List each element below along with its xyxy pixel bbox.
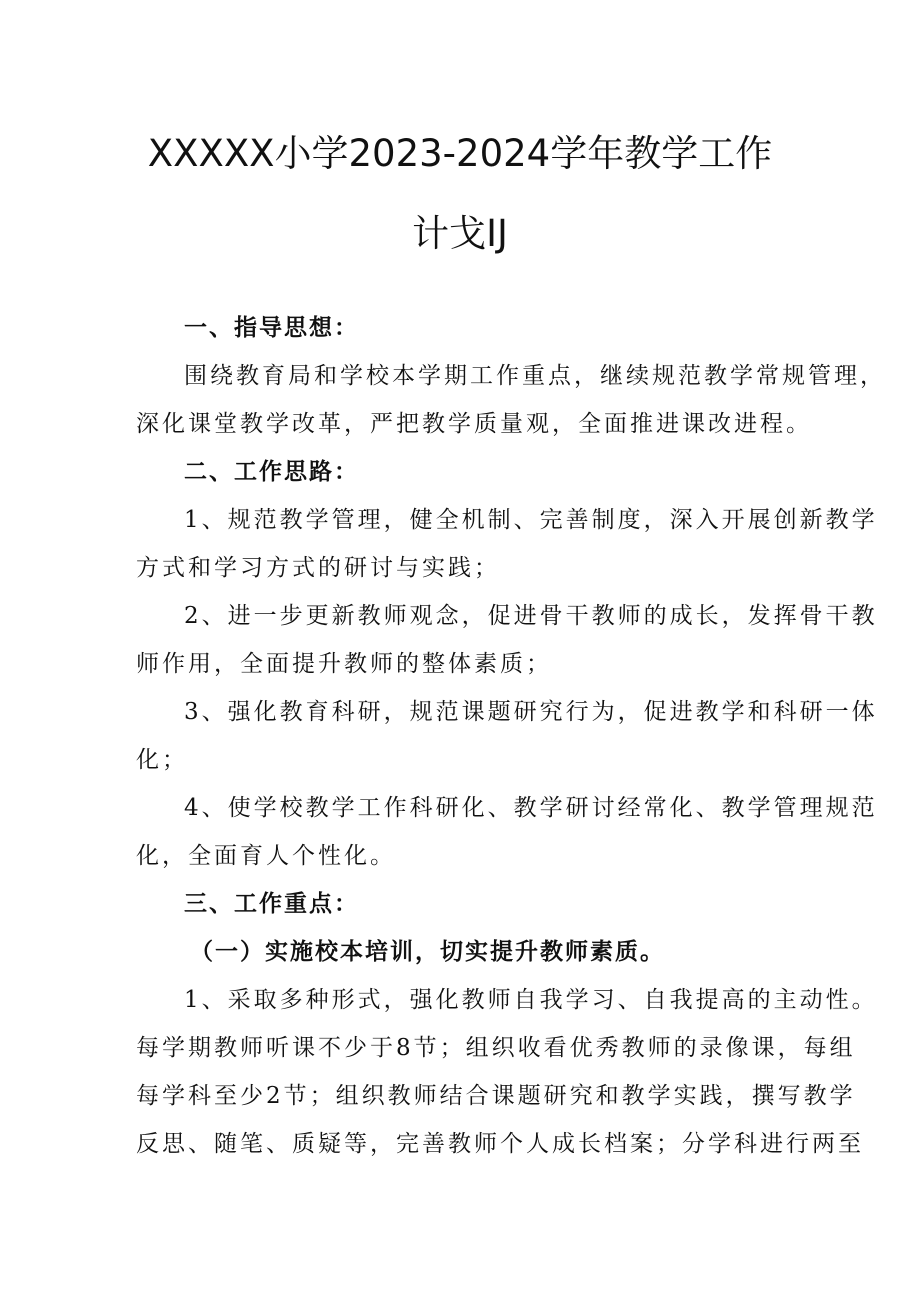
paragraph-line: 围绕教育局和学校本学期工作重点，继续规范教学常规管理， (184, 363, 886, 389)
paragraph-line: 1、采取多种形式，强化教师自我学习、自我提高的主动性。 (184, 987, 878, 1013)
list-item-line: 4、使学校教学工作科研化、教学研讨经常化、教学管理规范 (184, 795, 878, 821)
list-item-line: 化； (136, 747, 188, 773)
list-item-line: 1、规范教学管理，健全机制、完善制度，深入开展创新教学 (184, 507, 878, 533)
list-item-line: 2、进一步更新教师观念，促进骨干教师的成长，发挥骨干教 (184, 603, 878, 629)
section-heading-work-focus: 三、工作重点： (184, 891, 359, 917)
subsection-heading: （一）实施校本培训，切实提升教师素质。 (190, 939, 665, 965)
document-title-line-1: XXXXX小学2023-2024学年教学工作 (147, 132, 773, 175)
list-item-line: 化，全面育人个性化。 (136, 843, 396, 869)
list-item-line: 方式和学习方式的研讨与实践； (136, 555, 500, 581)
paragraph-line: 深化课堂教学改革，严把教学质量观，全面推进课改进程。 (136, 411, 812, 437)
document-title-line-2: 计戈IJ (412, 212, 508, 255)
section-heading-work-ideas: 二、工作思路： (184, 459, 359, 485)
list-item-line: 师作用，全面提升教师的整体素质； (136, 651, 552, 677)
paragraph-line: 每学期教师听课不少于8节；组织收看优秀教师的录像课，每组 (136, 1035, 856, 1061)
paragraph-line: 反思、随笔、质疑等，完善教师个人成长档案；分学科进行两至 (136, 1131, 864, 1157)
paragraph-line: 每学科至少2节；组织教师结合课题研究和教学实践，撰写教学 (136, 1083, 856, 1109)
section-heading-guiding-ideology: 一、指导思想： (184, 315, 359, 341)
list-item-line: 3、强化教育科研，规范课题研究行为，促进教学和科研一体 (184, 699, 878, 725)
